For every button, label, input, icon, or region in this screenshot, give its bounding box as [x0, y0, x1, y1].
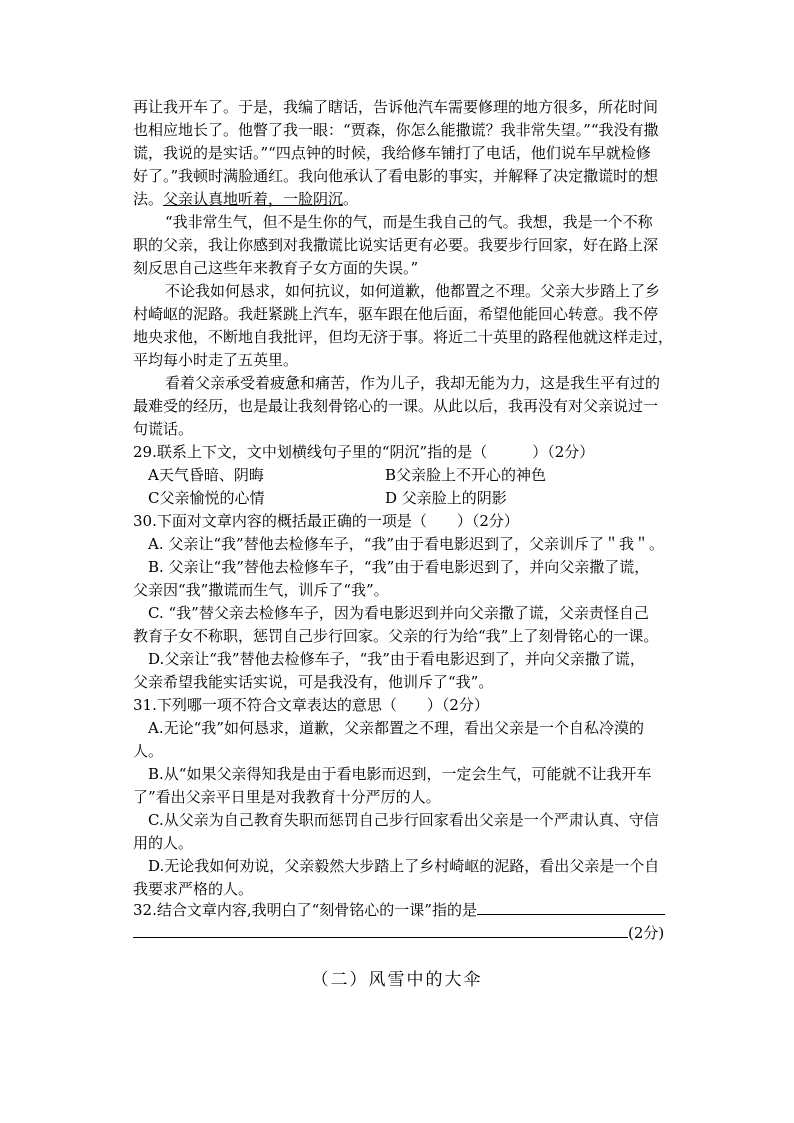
- question-30-option-b-cont: 父亲因“我”撒谎而生气，训斥了“我”。: [133, 581, 389, 599]
- passage-line: 不论我如何恳求，如何抗议，如何道歉，他都置之不理。父亲大步踏上了乡: [165, 282, 661, 300]
- question-32-stem: [133, 898, 665, 922]
- passage-line: 刻反思自己这些年来教育子女方面的失误。”: [133, 259, 419, 277]
- section-title: （二）风雪中的大伞: [311, 970, 483, 990]
- passage-line: 看着父亲承受着疲惫和痛苦，作为儿子，我却无能为力，这是我生平有过的: [165, 374, 661, 392]
- question-29-option-d: D 父亲脸上的阴影: [385, 489, 507, 507]
- passage-line: 句谎话。: [133, 420, 194, 438]
- question-30-option-b: B. 父亲让“我”替他去检修车子，“我”由于看电影迟到了，并向父亲撒了谎，: [148, 558, 650, 576]
- passage-line: 地央求他，不断地自我批评，但均无济于事。将近二十英里的路程他就这样走过，: [133, 328, 674, 346]
- underlined-sentence: 父亲认真地听着，一脸阴沉: [163, 190, 344, 208]
- passage-text: 。: [343, 190, 359, 208]
- passage-line: 最难受的经历，也是最让我刻骨铭心的一课。从此以后，我再没有对父亲说过一: [133, 397, 659, 415]
- question-31-stem: 31.下列哪一项不符合文章表达的意思（ ）（2分）: [133, 696, 489, 714]
- passage-line: [133, 187, 358, 211]
- answer-blank[interactable]: [133, 922, 628, 938]
- question-31-option-b-cont: 了”看出父亲平日里是对我教育十分严厉的人。: [133, 788, 441, 806]
- passage-line: 也相应地长了。他瞥了我一眼：“贾森，你怎么能撒谎？我非常失望。”“我没有撒: [133, 121, 659, 139]
- passage-line: 谎，我说的是实话。”“四点钟的时候，我给修车铺打了电话，他们说车早就检修: [133, 144, 651, 162]
- question-31-option-d: D.无论我如何劝说，父亲毅然大步踏上了乡村崎岖的泥路，看出父亲是一个自: [148, 857, 660, 875]
- question-31-option-a: A.无论“我”如何恳求，道歉，父亲都置之不理，看出父亲是一个自私冷漠的: [148, 719, 644, 737]
- question-30-option-c-cont: 教育子女不称职，惩罚自己步行回家。父亲的行为给“我”上了刻骨铭心的一课。: [133, 627, 659, 645]
- passage-line: 平均每小时走了五英里。: [133, 351, 299, 369]
- question-31-option-a-cont: 人。: [133, 742, 164, 760]
- question-29-stem: 29.联系上下文，文中划横线句子里的“阴沉”指的是（ ）（2分）: [133, 443, 595, 461]
- passage-line: 职的父亲，我让你感到对我撒谎比说实话更有必要。我要步行回家，好在路上深: [133, 236, 659, 254]
- passage-line: 好了。”我顿时满脸通红。我向他承认了看电影的事实，并解释了决定撒谎时的想: [133, 167, 659, 185]
- question-31-option-c: C.从父亲为自己教育失职而惩罚自己步行回家看出父亲是一个严肃认真、守信: [148, 811, 659, 829]
- question-32-answer-line: [133, 921, 664, 945]
- question-30-stem: 30.下面对文章内容的概括最正确的一项是（ ）（2分）: [133, 512, 519, 530]
- passage-text: 法。: [133, 190, 164, 208]
- question-30-option-d: D.父亲让“我”替他去检修车子，“我”由于看电影迟到了，并向父亲撒了谎，: [148, 650, 645, 668]
- answer-blank[interactable]: [477, 899, 665, 915]
- question-30-option-d-cont: 父亲希望我能实话实说，可是我没有，他训斥了“我”。: [133, 673, 494, 691]
- question-31-option-d-cont: 我要求严格的人。: [133, 880, 254, 898]
- question-32-text: 32.结合文章内容,我明白了“刻骨铭心的一课”指的是: [133, 901, 477, 919]
- question-29-option-b: B父亲脸上不开心的神色: [385, 466, 547, 484]
- question-29-option-a: A天气昏暗、阴晦: [148, 466, 264, 484]
- passage-line: 再让我开车了。于是，我编了瞎话，告诉他汽车需要修理的地方很多，所花时间: [133, 98, 659, 116]
- question-30-option-a: A. 父亲让“我”替他去检修车子，“我”由于看电影迟到了，父亲训斥了＂我＂。: [148, 535, 665, 553]
- passage-line: 村崎岖的泥路。我赶紧跳上汽车，驱车跟在他后面，希望他能回心转意。我不停: [133, 305, 659, 323]
- question-32-score: (2分): [628, 924, 665, 942]
- question-29-option-c: C父亲愉悦的心情: [148, 489, 265, 507]
- question-31-option-c-cont: 用的人。: [133, 834, 194, 852]
- passage-line: “我非常生气，但不是生你的气，而是生我自己的气。我想，我是一个不称: [165, 213, 653, 231]
- question-30-option-c: C. “我”替父亲去检修车子，因为看电影迟到并向父亲撒了谎，父亲责怪自己: [148, 604, 649, 622]
- question-31-option-b: B.从“如果父亲得知我是由于看电影而迟到，一定会生气，可能就不让我开车: [148, 765, 652, 783]
